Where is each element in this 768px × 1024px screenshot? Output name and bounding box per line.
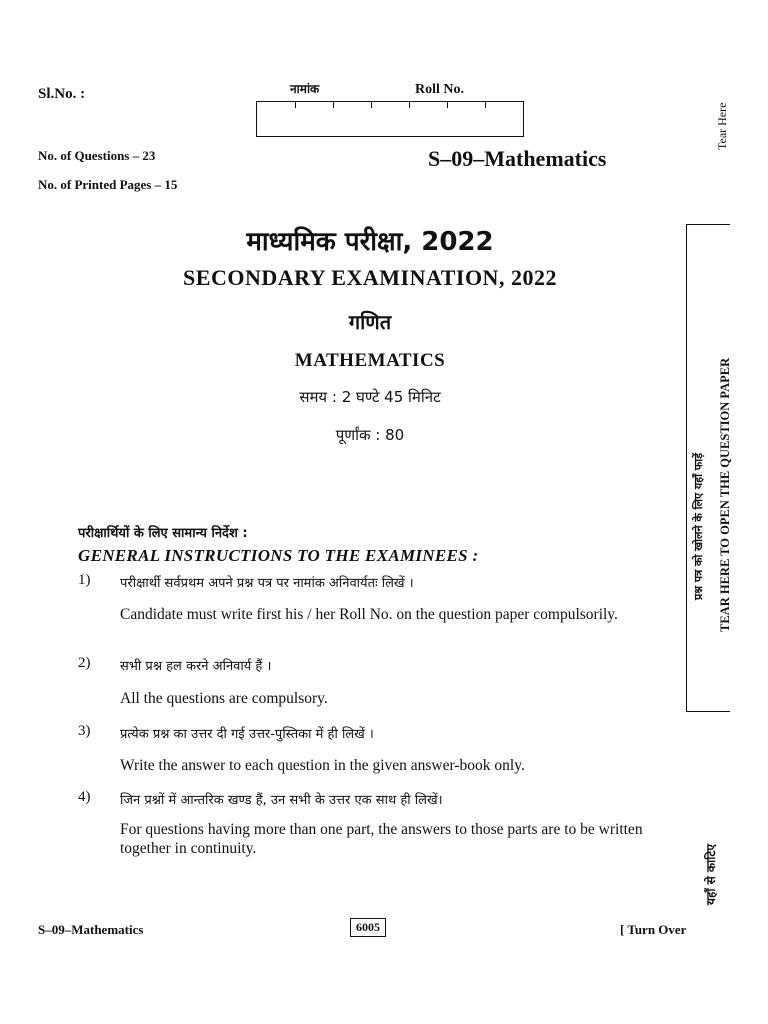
roll-box-tick: [295, 102, 296, 108]
roll-box-tick: [409, 102, 410, 108]
tear-here-top-label: Tear Here: [715, 102, 729, 150]
instructions-heading-english: GENERAL INSTRUCTIONS TO THE EXAMINEES :: [78, 546, 479, 565]
tear-here-instruction-english: TEAR HERE TO OPEN THE QUESTION PAPER: [718, 357, 732, 632]
instruction-text-hindi: परीक्षार्थी सर्वप्रथम अपने प्रश्न पत्र पर नामांक अनिवार्यतः लिखें ।: [120, 576, 414, 591]
subject-title-english: MATHEMATICS: [294, 350, 446, 371]
subject-title-hindi: गणित: [348, 310, 392, 334]
instruction-text-hindi: प्रत्येक प्रश्न का उत्तर दी गई उत्तर-पुस्तिका में ही लिखें ।: [120, 727, 374, 742]
instruction-text-english: Candidate must write first his / her Roll No. on the question paper compulsorily.: [120, 606, 618, 623]
cut-here-label: यहाँ से काटिए: [704, 843, 718, 905]
tear-here-instruction-hindi: प्रश्न पत्र को खोलने के लिए यहाँ फाड़ें: [692, 453, 705, 600]
instruction-text-english: For questions having more than one part, the answers to those parts are to be written together in continuity.: [120, 821, 643, 857]
roll-number-label: Roll No.: [415, 82, 464, 97]
subject-code: S–09–Mathematics: [428, 146, 607, 171]
serial-number-label: Sl.No. :: [38, 86, 86, 102]
instruction-text-hindi: सभी प्रश्न हल करने अनिवार्य हैं ।: [120, 659, 272, 674]
roll-box-tick: [447, 102, 448, 108]
exam-title-english: SECONDARY EXAMINATION, 2022: [183, 265, 557, 290]
turn-over-label: [ Turn Over: [620, 922, 687, 937]
roll-number-label-hindi: नामांक: [290, 82, 320, 96]
footer-paper-code: 6005: [350, 918, 386, 937]
instruction-text-english: Write the answer to each question in the given answer-book only.: [120, 757, 525, 774]
roll-box-tick: [371, 102, 372, 108]
maximum-marks: पूर्णांक : 80: [335, 426, 405, 444]
instructions-heading-hindi: परीक्षार्थियों के लिए सामान्य निर्देश :: [78, 526, 248, 541]
instruction-number: 2): [78, 655, 91, 671]
exam-time: समय : 2 घण्टे 45 मिनिट: [299, 388, 441, 406]
instruction-number: 4): [78, 789, 91, 805]
instruction-number: 3): [78, 723, 91, 739]
roll-number-box: [256, 101, 524, 137]
exam-title-hindi: माध्यमिक परीक्षा, 2022: [246, 227, 494, 257]
number-of-questions: No. of Questions – 23: [38, 148, 156, 163]
instruction-text-hindi: जिन प्रश्नों में आन्तरिक खण्ड हैं, उन सभी के उत्तर एक साथ ही लिखें।: [120, 793, 443, 808]
instruction-number: 1): [78, 572, 91, 588]
number-of-printed-pages: No. of Printed Pages – 15: [38, 177, 178, 192]
roll-box-tick: [333, 102, 334, 108]
roll-box-tick: [485, 102, 486, 108]
footer-subject-code: S–09–Mathematics: [38, 922, 144, 937]
instruction-text-english: All the questions are compulsory.: [120, 690, 328, 707]
